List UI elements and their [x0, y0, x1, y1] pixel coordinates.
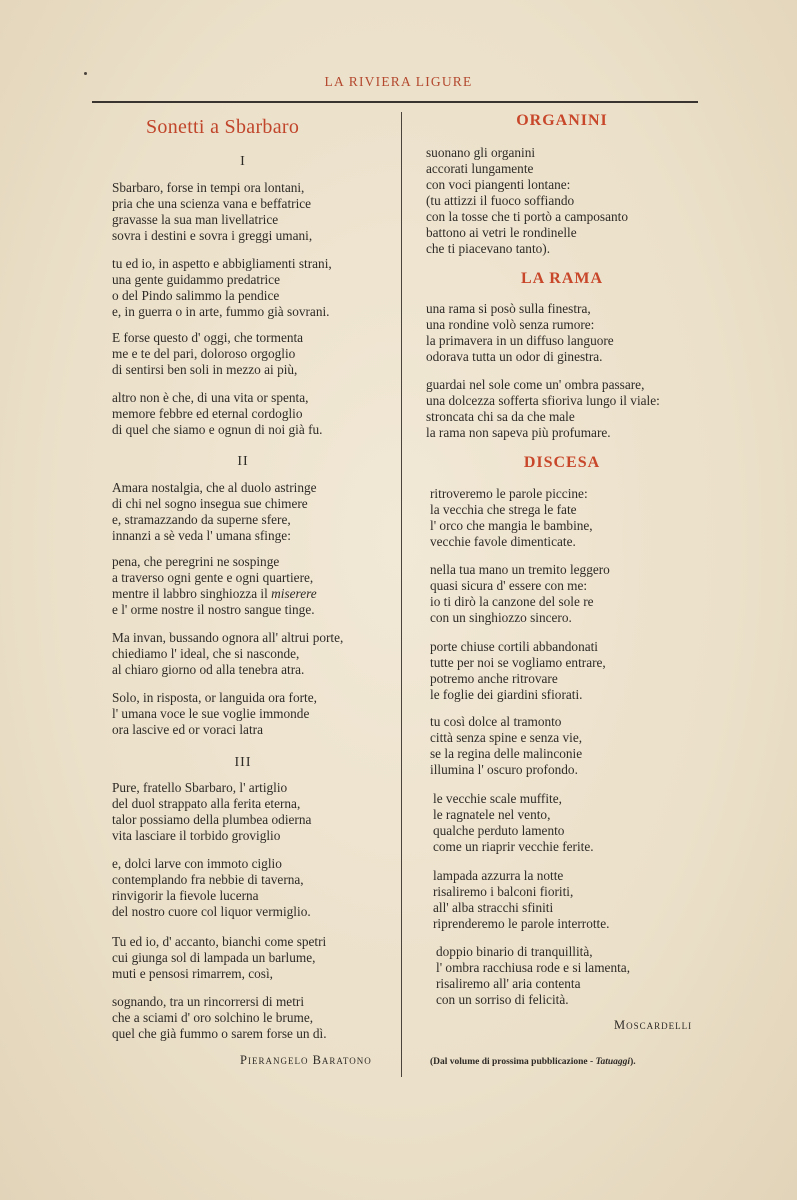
verse-line: al chiaro giorno od alla tenebra atra. — [112, 662, 305, 677]
verse-line: gravasse la sua man livellatrice — [112, 212, 279, 227]
sonnet3-stanza4 — [112, 994, 327, 1042]
verse-line: quel che già fummo o sarem forse un dì. — [112, 1026, 327, 1041]
verse-line: la rama non sapeva più profumare. — [426, 425, 611, 440]
column-rule — [401, 112, 402, 1077]
verse-line: a traverso ogni gente e ogni quartiere, — [112, 570, 314, 585]
poem-title-organini: ORGANINI — [516, 112, 608, 129]
verse-line: di sentirsi ben soli in mezzo ai più, — [112, 362, 298, 377]
sonnet3-stanza1 — [112, 780, 311, 844]
discesa-stanza1 — [430, 486, 593, 550]
poem-title-discesa: DISCESA — [523, 454, 601, 471]
verse-line: innanzi a sè veda l' umana sfinge: — [112, 528, 291, 543]
verse-line: contemplando fra nebbie di taverna, — [112, 872, 304, 887]
verse-line: pena, che peregrini ne sospinge — [112, 554, 280, 569]
verse-line: (tu attizzi il fuoco soffiando — [426, 193, 575, 208]
verse-line: ora lascive ed or voraci latra — [112, 722, 263, 737]
signature-baratono: Pierangelo Baratono — [240, 1053, 372, 1067]
verse-line: chiediamo l' ideal, che si nasconde, — [112, 646, 300, 661]
verse-line: battono ai vetri le rondinelle — [426, 225, 577, 240]
verse-line: me e te del pari, doloroso orgoglio — [112, 346, 296, 361]
verse-line: doppio binario di tranquillità, — [436, 944, 593, 959]
verse-line: e, stramazzando da superne sfere, — [112, 512, 291, 527]
verse-line: con la tosse che ti portò a camposanto — [426, 209, 628, 224]
sonnet1-stanza3 — [112, 330, 303, 378]
verse-line: qualche perduto lamento — [433, 823, 565, 838]
poem-title-la-rama: LA RAMA — [520, 270, 604, 287]
verse-line: quasi sicura d' essere con me: — [430, 578, 588, 593]
verse-line: con un sorriso di felicità. — [436, 992, 569, 1007]
discesa-stanza4 — [430, 714, 582, 778]
verse-line: io ti dirò la canzone del sole re — [430, 594, 594, 609]
verse-line: potremo anche ritrovare — [430, 671, 558, 686]
verse-line: Amara nostalgia, che al duolo astringe — [112, 480, 317, 495]
verse-line: una rama si posò sulla finestra, — [426, 301, 591, 316]
verse-line: le vecchie scale muffite, — [433, 791, 562, 806]
verse-line: tu così dolce al tramonto — [430, 714, 562, 729]
header-rule — [92, 101, 698, 103]
verse-line: illumina l' oscuro profondo. — [430, 762, 578, 777]
verse-line: Ma invan, bussando ognora all' altrui porte, — [112, 630, 344, 645]
verse-line: di chi nel sogno insegua sue chimere — [112, 496, 308, 511]
section-numeral-3: III — [234, 755, 252, 770]
la-rama-stanza1 — [426, 301, 614, 365]
verse-line: del nostro cuore col liquor vermiglio. — [112, 904, 311, 919]
verse-line: tu ed io, in aspetto e abbigliamenti strani, — [112, 256, 332, 271]
verse-line: che a sciami d' oro solchino le brume, — [112, 1010, 314, 1025]
verse-line: Pure, fratello Sbarbaro, l' artiglio — [112, 780, 288, 795]
verse-line: Solo, in risposta, or languida ora forte, — [112, 690, 317, 705]
verse-line: o del Pindo salimmo la pendice — [112, 288, 280, 303]
sonnet1-stanza2 — [112, 256, 332, 320]
verse-line: che ti piacevano tanto). — [426, 241, 551, 256]
verse-line: con voci piangenti lontane: — [426, 177, 571, 192]
verse-line: pria che una scienza vana e beffatrice — [112, 196, 312, 211]
verse-line: talor possiamo della plumbea odierna — [112, 812, 312, 827]
verse-line: del duol strappato alla ferita eterna, — [112, 796, 301, 811]
verse-line: stroncata chi sa da che male — [426, 409, 575, 424]
verse-line: sovra i destini e sovra i greggi umani, — [112, 228, 313, 243]
sonnet2-stanza2 — [112, 554, 317, 618]
verse-line: mentre il labbro singhiozza il miserere — [112, 586, 317, 601]
verse-line: tutte per noi se vogliamo entrare, — [430, 655, 606, 670]
verse-line: risaliremo all' aria contenta — [436, 976, 581, 991]
verse-line: guardai nel sole come un' ombra passare, — [426, 377, 645, 392]
verse-line: accorati lungamente — [426, 161, 534, 176]
discesa-stanza7 — [436, 944, 630, 1008]
verse-line: altro non è che, di una vita or spenta, — [112, 390, 309, 405]
verse-line: odorava tutta un odor di ginestra. — [426, 349, 603, 364]
verse-line: come un riaprir vecchie ferite. — [433, 839, 594, 854]
publication-note — [430, 1057, 636, 1067]
la-rama-stanza2 — [426, 377, 660, 441]
verse-line: le foglie dei giardini sfiorati. — [430, 687, 583, 702]
verse-line: Sbarbaro, forse in tempi ora lontani, — [112, 180, 305, 195]
discesa-stanza6 — [433, 868, 609, 932]
sonnet1-stanza4 — [112, 390, 323, 438]
verse-line: e, dolci larve con immoto ciglio — [112, 856, 282, 871]
verse-line: Tu ed io, d' accanto, bianchi come spetri — [112, 934, 327, 949]
sonnet2-stanza3 — [112, 630, 343, 678]
verse-line: una gente guidammo predatrice — [112, 272, 280, 287]
verse-line: muti e pensosi rimarrem, così, — [112, 966, 274, 981]
verse-line: suonano gli organini — [426, 145, 536, 160]
verse-line: sognando, tra un rincorrersi di metri — [112, 994, 305, 1009]
discesa-stanza3 — [430, 639, 606, 703]
verse-line: se la regina delle malinconie — [430, 746, 583, 761]
section-numeral-1: I — [240, 154, 246, 169]
note-prefix: (Dal volume di prossima pubblicazione - — [430, 1057, 596, 1067]
section-numeral-2: II — [237, 454, 249, 469]
verse-line: ritroveremo le parole piccine: — [430, 486, 588, 501]
verse-line: l' ombra racchiusa rode e si lamenta, — [436, 960, 631, 975]
verse-line: all' alba stracchi sfiniti — [433, 900, 554, 915]
verse-line: una dolcezza sofferta sfioriva lungo il viale: — [426, 393, 660, 408]
organini-stanza1 — [426, 145, 628, 257]
note-book-title: Tatuaggi — [595, 1057, 631, 1067]
sonnet1-stanza1 — [112, 180, 312, 244]
verse-line: risaliremo i balconi fioriti, — [433, 884, 574, 899]
verse-line: memore febbre ed eternal cordoglio — [112, 406, 303, 421]
verse-line: porte chiuse cortili abbandonati — [430, 639, 599, 654]
signature-moscardelli: Moscardelli — [614, 1018, 693, 1032]
verse-line: di quel che siamo e ognun di noi già fu. — [112, 422, 323, 437]
verse-line: le ragnatele nel vento, — [433, 807, 551, 822]
running-head: LA RIVIERA LIGURE — [324, 74, 473, 89]
sonnet3-stanza2 — [112, 856, 311, 920]
verse-line: la vecchia che strega le fate — [430, 502, 577, 517]
verse-line: l' umana voce le sue voglie immonde — [112, 706, 310, 721]
sonnet2-stanza1 — [112, 480, 317, 544]
verse-line: e, in guerra o in arte, fummo già sovrani. — [112, 304, 330, 319]
verse-line: lampada azzurra la notte — [433, 868, 564, 883]
verse-line: città senza spine e senza vie, — [430, 730, 583, 745]
verse-line: la primavera in un diffuso languore — [426, 333, 614, 348]
verse-line: rinvigorir la fievole lucerna — [112, 888, 259, 903]
note-suffix: ). — [630, 1057, 636, 1067]
verse-line: una rondine volò senza rumore: — [426, 317, 595, 332]
verse-line: nella tua mano un tremito leggero — [430, 562, 610, 577]
verse-line: riprenderemo le parole interrotte. — [433, 916, 610, 931]
verse-line: e l' orme nostre il nostro sangue tinge. — [112, 602, 315, 617]
discesa-stanza5 — [433, 791, 594, 855]
verse-line: vita lasciare il torbido groviglio — [112, 828, 281, 843]
verse-line: con un singhiozzo sincero. — [430, 610, 572, 625]
verse-line: l' orco che mangia le bambine, — [430, 518, 593, 533]
verse-line: cui giunga sol di lampada un barlume, — [112, 950, 316, 965]
discesa-stanza2 — [430, 562, 610, 626]
verse-line: vecchie favole dimenticate. — [430, 534, 576, 549]
poem-title-sonetti: Sonetti a Sbarbaro — [146, 116, 300, 138]
verse-line: E forse questo d' oggi, che tormenta — [112, 330, 304, 345]
sonnet2-stanza4 — [112, 690, 317, 738]
sonnet3-stanza3 — [112, 934, 326, 982]
